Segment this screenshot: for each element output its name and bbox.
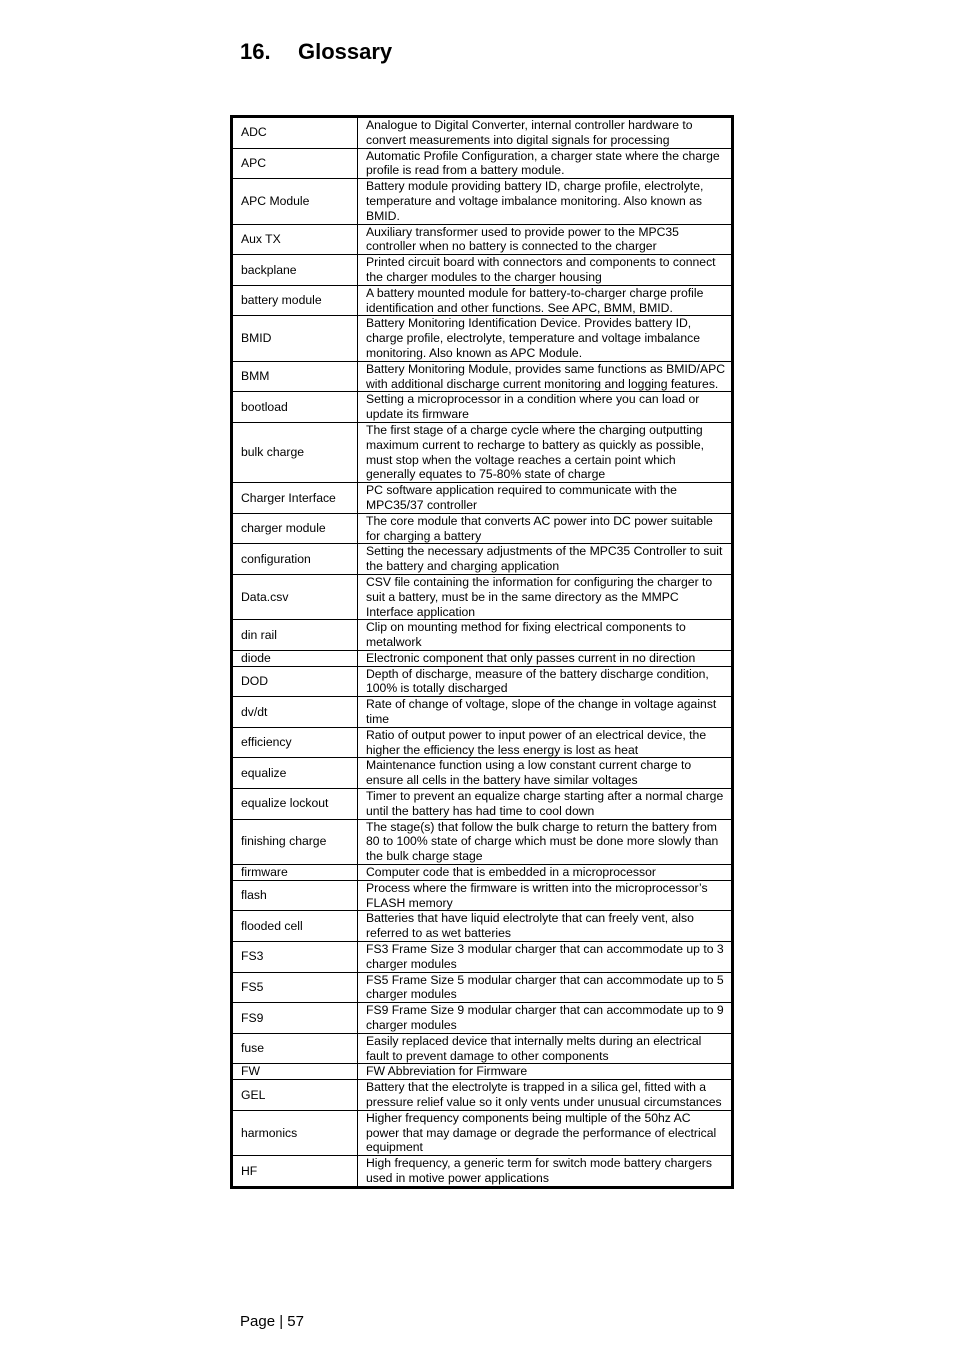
table-row bbox=[232, 819, 733, 864]
table-row bbox=[232, 758, 733, 789]
table-row bbox=[232, 727, 733, 758]
glossary-definition: High frequency, a generic term for switch mode battery chargers used in motive power applications bbox=[358, 1156, 733, 1188]
glossary-term: diode bbox=[232, 650, 358, 666]
table-row bbox=[232, 316, 733, 361]
table-row bbox=[232, 789, 733, 820]
glossary-definition: Battery Monitoring Identification Device. Provides battery ID, charge profile, electrolyte, temperature and voltage imbalance monitoring. Also known as APC Module. bbox=[358, 316, 733, 361]
glossary-definition: Automatic Profile Configuration, a charger state where the charge profile is read from a battery module. bbox=[358, 148, 733, 179]
glossary-term: flash bbox=[232, 880, 358, 911]
glossary-definition: FS5 Frame Size 5 modular charger that can accommodate up to 5 charger modules bbox=[358, 972, 733, 1003]
glossary-definition: Setting a microprocessor in a condition where you can load or update its firmware bbox=[358, 392, 733, 423]
glossary-term: APC bbox=[232, 148, 358, 179]
glossary-term: Data.csv bbox=[232, 574, 358, 619]
glossary-term: battery module bbox=[232, 285, 358, 316]
glossary-term: dv/dt bbox=[232, 697, 358, 728]
table-row bbox=[232, 1064, 733, 1080]
glossary-definition: Batteries that have liquid electrolyte that can freely vent, also referred to as wet batteries bbox=[358, 911, 733, 942]
table-row bbox=[232, 179, 733, 224]
glossary-definition: Depth of discharge, measure of the battery discharge condition, 100% is totally discharged bbox=[358, 666, 733, 697]
glossary-term: din rail bbox=[232, 620, 358, 651]
table-row bbox=[232, 255, 733, 286]
glossary-definition: The core module that converts AC power into DC power suitable for charging a battery bbox=[358, 513, 733, 544]
table-row bbox=[232, 483, 733, 514]
glossary-body bbox=[232, 117, 733, 1188]
table-row bbox=[232, 544, 733, 575]
glossary-term: BMM bbox=[232, 361, 358, 392]
glossary-term: ADC bbox=[232, 117, 358, 149]
table-row bbox=[232, 1110, 733, 1155]
glossary-term: fuse bbox=[232, 1033, 358, 1064]
page-heading bbox=[240, 38, 392, 66]
table-row bbox=[232, 972, 733, 1003]
glossary-definition: Auxiliary transformer used to provide power to the MPC35 controller when no battery is connected to the charger bbox=[358, 224, 733, 255]
glossary-definition: PC software application required to communicate with the MPC35/37 controller bbox=[358, 483, 733, 514]
glossary-term: APC Module bbox=[232, 179, 358, 224]
glossary-term: Aux TX bbox=[232, 224, 358, 255]
glossary-definition: FW Abbreviation for Firmware bbox=[358, 1064, 733, 1080]
glossary-term: DOD bbox=[232, 666, 358, 697]
table-row bbox=[232, 666, 733, 697]
glossary-term: efficiency bbox=[232, 727, 358, 758]
table-row bbox=[232, 574, 733, 619]
glossary-term: FS5 bbox=[232, 972, 358, 1003]
section-number: 16. bbox=[240, 39, 271, 64]
glossary-definition: Battery module providing battery ID, charge profile, electrolyte, temperature and voltage imbalance monitoring. Also known as BMID. bbox=[358, 179, 733, 224]
table-row bbox=[232, 148, 733, 179]
table-row bbox=[232, 285, 733, 316]
glossary-definition: Battery Monitoring Module, provides same functions as BMID/APC with additional discharge current monitoring and logging features. bbox=[358, 361, 733, 392]
glossary-term: firmware bbox=[232, 865, 358, 881]
glossary-definition: Computer code that is embedded in a microprocessor bbox=[358, 865, 733, 881]
table-row bbox=[232, 117, 733, 149]
glossary-term: flooded cell bbox=[232, 911, 358, 942]
table-row bbox=[232, 650, 733, 666]
glossary-definition: FS3 Frame Size 3 modular charger that can accommodate up to 3 charger modules bbox=[358, 942, 733, 973]
glossary-definition: Rate of change of voltage, slope of the change in voltage against time bbox=[358, 697, 733, 728]
glossary-definition: Setting the necessary adjustments of the MPC35 Controller to suit the battery and charging application bbox=[358, 544, 733, 575]
glossary-definition: Printed circuit board with connectors and components to connect the charger modules to the charger housing bbox=[358, 255, 733, 286]
glossary-term: charger module bbox=[232, 513, 358, 544]
glossary-definition: Analogue to Digital Converter, internal controller hardware to convert measurements into digital signals for processing bbox=[358, 117, 733, 149]
glossary-definition: Process where the firmware is written into the microprocessor’s FLASH memory bbox=[358, 880, 733, 911]
glossary-definition: The first stage of a charge cycle where the charging outputting maximum current to recharge to battery as quickly as possible, must stop when the voltage reaches a certain point which generally equates to 75-80% state of charge bbox=[358, 422, 733, 482]
glossary-term: configuration bbox=[232, 544, 358, 575]
glossary-definition: FS9 Frame Size 9 modular charger that can accommodate up to 9 charger modules bbox=[358, 1003, 733, 1034]
glossary-term: GEL bbox=[232, 1080, 358, 1111]
glossary-term: finishing charge bbox=[232, 819, 358, 864]
table-row bbox=[232, 361, 733, 392]
section-title: Glossary bbox=[298, 39, 393, 64]
glossary-term: equalize bbox=[232, 758, 358, 789]
table-row bbox=[232, 911, 733, 942]
glossary-term: FS3 bbox=[232, 942, 358, 973]
table-row bbox=[232, 1080, 733, 1111]
glossary-definition: Clip on mounting method for fixing electrical components to metalwork bbox=[358, 620, 733, 651]
glossary-term: bulk charge bbox=[232, 422, 358, 482]
glossary-term: Charger Interface bbox=[232, 483, 358, 514]
glossary-term: FS9 bbox=[232, 1003, 358, 1034]
table-row bbox=[232, 1033, 733, 1064]
glossary-definition: The stage(s) that follow the bulk charge to return the battery from 80 to 100% state of charge which must be done more slowly than the bulk charge stage bbox=[358, 819, 733, 864]
glossary-definition: Easily replaced device that internally melts during an electrical fault to prevent damage to other components bbox=[358, 1033, 733, 1064]
page-number: Page | 57 bbox=[240, 1313, 304, 1330]
table-row bbox=[232, 392, 733, 423]
glossary-definition: Electronic component that only passes current in no direction bbox=[358, 650, 733, 666]
glossary-definition: CSV file containing the information for configuring the charger to suit a battery, must be in the same directory as the MMPC Interface application bbox=[358, 574, 733, 619]
glossary-table bbox=[230, 115, 734, 1189]
table-row bbox=[232, 942, 733, 973]
table-row bbox=[232, 422, 733, 482]
glossary-definition: Ratio of output power to input power of an electrical device, the higher the efficiency the less energy is lost as heat bbox=[358, 727, 733, 758]
table-row bbox=[232, 865, 733, 881]
glossary-term: FW bbox=[232, 1064, 358, 1080]
table-row bbox=[232, 880, 733, 911]
glossary-definition: Battery that the electrolyte is trapped in a silica gel, fitted with a pressure relief value so it only vents under unusual circumstances bbox=[358, 1080, 733, 1111]
glossary-term: HF bbox=[232, 1156, 358, 1188]
glossary-term: equalize lockout bbox=[232, 789, 358, 820]
glossary-definition: Higher frequency components being multiple of the 50hz AC power that may damage or degrade the performance of electrical equipment bbox=[358, 1110, 733, 1155]
glossary-definition: Maintenance function using a low constant current charge to ensure all cells in the battery have similar voltages bbox=[358, 758, 733, 789]
table-row bbox=[232, 620, 733, 651]
table-row bbox=[232, 697, 733, 728]
table-row bbox=[232, 224, 733, 255]
glossary-term: backplane bbox=[232, 255, 358, 286]
table-row bbox=[232, 1156, 733, 1188]
glossary-definition: A battery mounted module for battery-to-charger charge profile identification and other functions. See APC, BMM, BMID. bbox=[358, 285, 733, 316]
glossary-definition: Timer to prevent an equalize charge starting after a normal charge until the battery has had time to cool down bbox=[358, 789, 733, 820]
glossary-term: bootload bbox=[232, 392, 358, 423]
glossary-term: BMID bbox=[232, 316, 358, 361]
table-row bbox=[232, 513, 733, 544]
glossary-term: harmonics bbox=[232, 1110, 358, 1155]
table-row bbox=[232, 1003, 733, 1034]
